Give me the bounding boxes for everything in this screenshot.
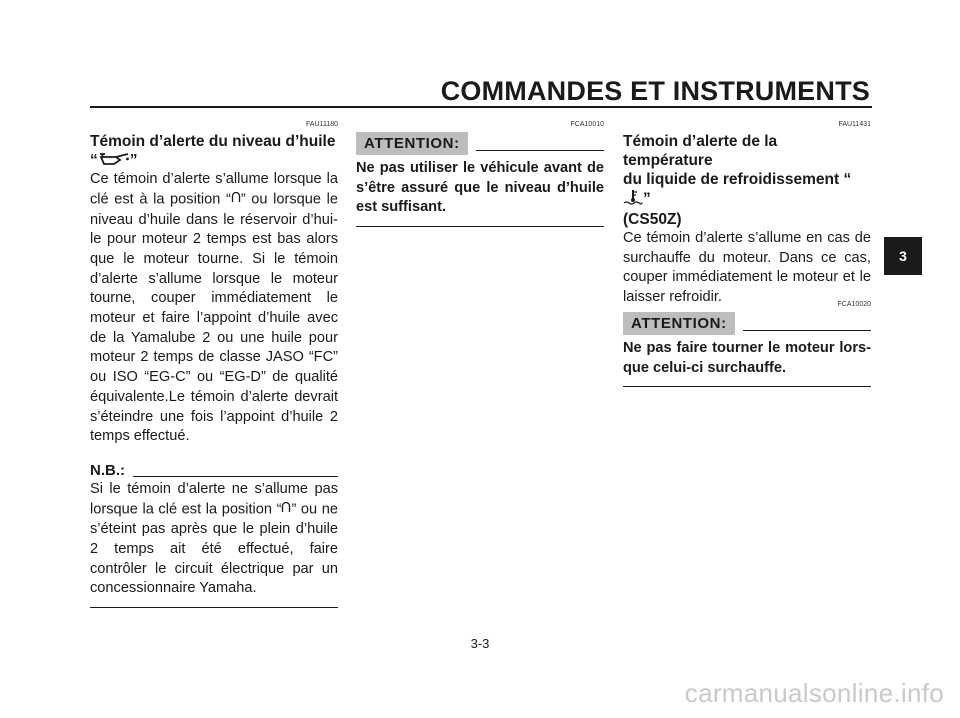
key-on-icon — [281, 500, 291, 520]
reference-code: FCA10010 — [570, 121, 604, 128]
column-attention-oil — [356, 120, 604, 227]
coolant-temperature-icon — [623, 189, 643, 210]
text-segment: ” ou ne s’éteint pas après que le plein d’huile 2 temps ait été effectué, faire contrôler le circuit électrique par un concessionnaire Yamaha. — [90, 501, 338, 597]
attention-rule — [476, 150, 604, 151]
section-heading-oil — [90, 132, 338, 170]
reference-code: FCA10020 — [837, 300, 871, 308]
text-segment: Si le témoin d’alerte ne s’allume pas lorsque la clé est la position “ — [90, 480, 338, 518]
attention-text: Ne pas utiliser le véhicule avant de s’être assuré que le niveau d’huile est suffisant. — [356, 160, 604, 216]
attention-label: ATTENTION: — [623, 312, 735, 335]
attention-header — [623, 312, 871, 335]
page-number: 3-3 — [470, 636, 490, 651]
nb-rule — [133, 476, 338, 477]
coolant-body-paragraph: Ce témoin d’alerte s’allume en cas de surchauffe du moteur. Dans ce cas, couper immédiatement le moteur et le laisser refroidir. — [623, 230, 871, 306]
section-heading-coolant — [623, 132, 871, 229]
reference-code: FAU11431 — [838, 121, 871, 128]
attention-label: ATTENTION: — [356, 132, 468, 155]
heading-text: Témoin d’alerte du niveau d’huile — [90, 133, 336, 150]
text-segment: Ce témoin d’alerte s’allume lorsque la clé est à la position “ — [90, 171, 338, 208]
attention-end-rule — [356, 226, 604, 227]
page-title: COMMANDES ET INSTRUMENTS — [440, 76, 870, 106]
column-coolant — [623, 120, 871, 387]
attention-header — [356, 132, 604, 155]
heading-line: Témoin d’alerte de la température — [623, 133, 778, 169]
nb-label: N.B.: — [90, 461, 125, 479]
heading-line: du liquide de refroidissement “ — [623, 171, 852, 188]
column-oil-level — [90, 120, 338, 608]
quote-open: “ — [90, 152, 98, 169]
heading-line: ” — [643, 190, 651, 208]
chapter-tab: 3 — [884, 237, 922, 275]
nb-paragraph — [90, 480, 338, 599]
oil-can-icon — [98, 151, 130, 170]
attention-rule — [743, 330, 871, 331]
quote-close: ” — [129, 152, 138, 169]
reference-code: FAU11180 — [305, 121, 338, 128]
watermark: carmanualsonline.info — [684, 678, 944, 708]
attention-end-rule — [623, 386, 871, 387]
oil-body-paragraph — [90, 170, 338, 447]
attention-text: Ne pas faire tourner le moteur lors-que celui-ci surchauffe. — [623, 339, 871, 376]
key-on-icon — [231, 190, 241, 210]
header-rule — [90, 106, 872, 108]
nb-end-rule — [90, 607, 338, 608]
text-segment: ” ou lorsque le niveau d’huile dans le réservoir d’hui-le pour moteur 2 temps est bas alors que le moteur tourne. Si le témoin d’alerte s’allume lorsque le moteur tourne, couper immédiatement le moteur et faire l’appoint d’huile avec de la Yamalube 2 ou une huile pour moteur 2 temps de classe JASO “FC” ou ISO “EG-C” ou “EG-D” de qualité équivalente.Le témoin d’alerte devrait s’éteindre une fois l’appoint d’huile 2 temps effectué. — [90, 191, 338, 445]
nb-header — [90, 461, 338, 480]
heading-line: (CS50Z) — [623, 211, 682, 228]
